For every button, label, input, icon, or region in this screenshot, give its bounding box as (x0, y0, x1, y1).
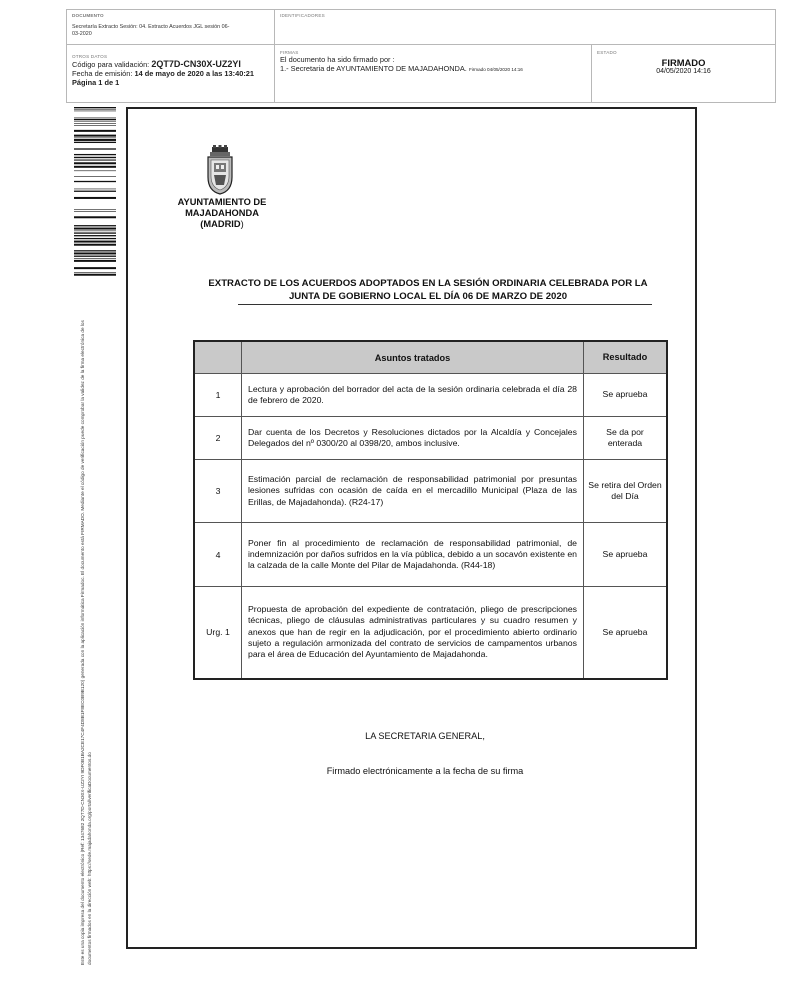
row-result: Se retira del Orden del Día (584, 460, 668, 523)
row-result: Se aprueba (584, 587, 668, 679)
estado-label: ESTADO (597, 50, 617, 55)
institution-line2: MAJADAHONDA (185, 208, 259, 218)
institution-region-close: ) (240, 219, 244, 229)
table-row (194, 374, 667, 417)
table-row (194, 417, 667, 460)
documento-cell (67, 10, 275, 45)
table-row (194, 523, 667, 587)
document-header (66, 9, 776, 103)
institution-line1: AYUNTAMIENTO DE (177, 197, 267, 207)
firmas-signer: 1.- Secretaria de AYUNTAMIENTO DE MAJADAHONDA. (280, 64, 467, 73)
row-result: Se aprueba (584, 523, 668, 587)
barcode-image (74, 107, 116, 279)
signature-role: LA SECRETARIA GENERAL, (365, 731, 485, 741)
row-text: Dar cuenta de los Decretos y Resoluciones dictados por la Alcaldía y Concejales Delegados del nº 0300/20 al 0398/20, ambos inclusive. (242, 417, 584, 460)
agenda-table (193, 340, 668, 680)
identificadores-label: IDENTIFICADORES (280, 13, 325, 18)
identificadores-cell (275, 10, 775, 45)
table-row (194, 460, 667, 523)
codigo-validacion (72, 60, 269, 69)
fecha-prefix: Fecha de emisión: (72, 69, 133, 78)
estado-cell (592, 45, 775, 102)
codigo-value: 2QT7D-CN30X-UZ2YI (151, 59, 241, 69)
firmas-date-small: Firmado 04/05/2020 14:16 (468, 67, 523, 72)
row-text: Estimación parcial de reclamación de responsabilidad patrimonial por presuntas lesiones sufridas con ocasión de caída en el mercadillo Municipal (Plaza de las Erillas, de Majadahonda). (R24-17) (242, 460, 584, 523)
institution-name (160, 197, 284, 230)
row-number: Urg. 1 (194, 587, 242, 679)
documento-label: DOCUMENTO (72, 13, 104, 18)
row-number: 4 (194, 523, 242, 587)
firmas-line1: El documento ha sido firmado por : (280, 55, 395, 64)
row-number: 2 (194, 417, 242, 460)
header-asuntos: Asuntos tratados (242, 341, 584, 374)
table-header-row (194, 341, 667, 374)
row-text: Propuesta de aprobación del expediente de contratación, pliego de prescripciones técnicas, pliego de cláusulas administrativas particulares y su cuadro resumen y anexos que han de regir en la adjudicación, por el procedimiento abierto ordinario sujeto a regulación armonizada del contrato de servicios de campamentos urbanos para el área de Educación del Ayuntamiento de Majadahonda. (242, 587, 584, 679)
otros-datos-cell (67, 45, 275, 102)
row-number: 1 (194, 374, 242, 417)
row-result: Se da por enterada (584, 417, 668, 460)
fecha-value: 14 de mayo de 2020 a las 13:40:21 (134, 69, 255, 78)
row-result: Se aprueba (584, 374, 668, 417)
estado-value: FIRMADO (661, 57, 706, 68)
firmas-line2 (280, 64, 586, 74)
firmas-cell (275, 45, 592, 102)
otros-datos-label: OTROS DATOS (72, 54, 108, 59)
row-text: Lectura y aprobación del borrador del acta de la sesión ordinaria celebrada el día 28 de febrero de 2020. (242, 374, 584, 417)
title-underline (238, 304, 652, 305)
firmas-label: FIRMAS (280, 50, 299, 55)
header-num (194, 341, 242, 374)
institution-line3 (160, 219, 284, 230)
pagina-count: Página 1 de 1 (72, 78, 120, 87)
codigo-prefix: Código para validación: (72, 60, 150, 69)
documento-value: Secretaría Extracto Sesión: 04. Extracto Acuerdos JGL sesión 06-03-2020 (72, 24, 230, 37)
row-number: 3 (194, 460, 242, 523)
coat-of-arms-icon (206, 145, 234, 195)
header-resultado: Resultado (584, 341, 668, 374)
institution-region: (MADRID (200, 219, 241, 229)
fecha-emision (72, 69, 269, 78)
vertical-legal-text: Este es una copia impresa del documento electrónico (Ref: 1347682 2QT7D-CN30X-UZ2YI 9DF0B1BA2CE17C4F4D8B1F8EC0B9B120) generada con la aplicación informática Firmadoc. El documento está FIRMADO. Mediante el código de verificación puede comprobar la validez de la firma electrónica de los documentos firmados en la dirección web: https://sede.majadahonda.org/portal/verificaDocumentos.do (80, 320, 92, 965)
table-row (194, 587, 667, 679)
signature-note: Firmado electrónicamente a la fecha de su firma (326, 766, 524, 776)
document-title: EXTRACTO DE LOS ACUERDOS ADOPTADOS EN LA SESIÓN ORDINARIA CELEBRADA POR LA JUNTA DE GOBIERNO LOCAL EL DÍA 06 DE MARZO DE 2020 (208, 278, 648, 302)
row-text: Poner fin al procedimiento de reclamación de responsabilidad patrimonial, de indemnización por daños sufridos en la vía pública, debido a un socavón existente en la calzada de la calle Monte del Pilar de Majadahonda. (R44-18) (242, 523, 584, 587)
estado-date: 04/05/2020 14:16 (656, 68, 711, 75)
